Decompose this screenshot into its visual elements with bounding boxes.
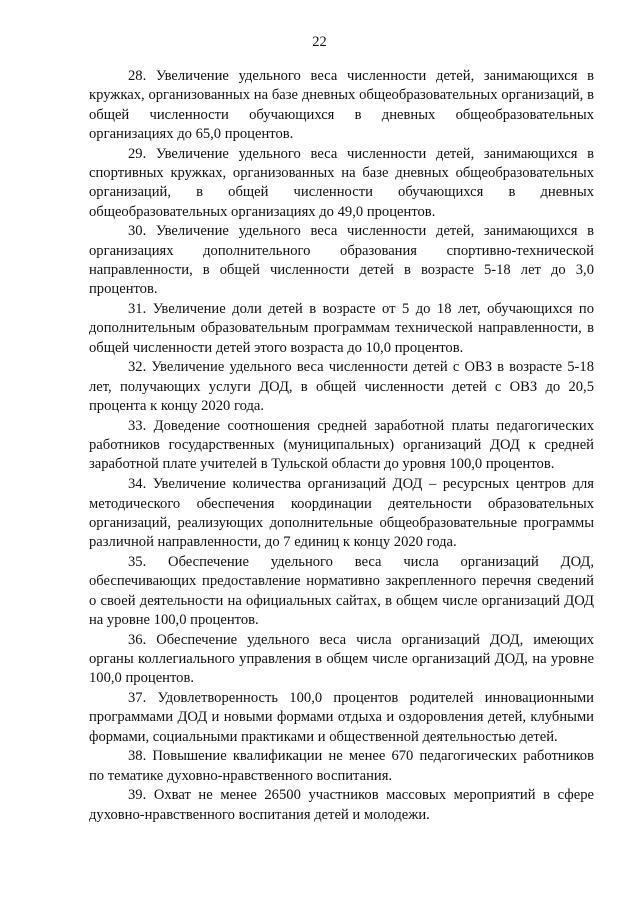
paragraph-38: 38. Повышение квалификации не менее 670 педагогических работников по тематике духовно-нравственного воспитания. bbox=[89, 748, 594, 784]
document-body bbox=[89, 67, 594, 826]
paragraph-37: 37. Удовлетворенность 100,0 процентов родителей инновационными программами ДОД и новыми формами отдыха и оздоровления детей, клубными формами, социальными практиками и общественной деятельностью детей. bbox=[89, 690, 594, 745]
paragraph-36: 36. Обеспечение удельного веса числа организаций ДОД, имеющих органы коллегиального управления в общем числе организаций ДОД, на уровне 100,0 процентов. bbox=[89, 631, 594, 687]
paragraph-35: 35. Обеспечение удельного веса числа организаций ДОД, обеспечивающих предоставление нормативно закрепленного перечня сведений о своей деятельности на официальных сайтах, в общем числе организаций ДОД на уровне 100,0 процентов. bbox=[89, 553, 594, 628]
paragraph-29: 29. Увеличение удельного веса численности детей, занимающихся в спортивных кружках, организованных на базе дневных общеобразовательных организаций, в общей численности обучающихся в дневных общеобразовательных организациях до 49,0 процентов. bbox=[89, 145, 594, 220]
page-number: 22 bbox=[312, 34, 327, 50]
paragraph-33: 33. Доведение соотношения средней заработной платы педагогических работников государственных (муниципальных) организаций ДОД к средней заработной плате учителей в Тульской области до уровня 100,0 процентов. bbox=[89, 417, 594, 473]
paragraph-32: 32. Увеличение удельного веса численности детей с ОВЗ в возрасте 5-18 лет, получающих услуги ДОД, в общей численности детей с ОВЗ до 20,5 процента к концу 2020 года. bbox=[89, 359, 594, 415]
paragraph-30: 30. Увеличение удельного веса численности детей, занимающихся в организациях дополнительного образования спортивно-технической направленности, в общей численности детей в возрасте 5-18 лет до 3,0 процентов. bbox=[89, 223, 594, 298]
paragraph-31: 31. Увеличение доли детей в возрасте от 5 до 18 лет, обучающихся по дополнительным образовательным программам технической направленности, в общей численности детей этого возраста до 10,0 процентов. bbox=[89, 301, 594, 356]
paragraph-28: 28. Увеличение удельного веса численности детей, занимающихся в кружках, организованных на базе дневных общеобразовательных организаций, в общей численности обучающихся в дневных общеобразовательных организациях до 65,0 процентов. bbox=[89, 68, 594, 142]
paragraph-39: 39. Охват не менее 26500 участников массовых мероприятий в сфере духовно-нравственного воспитания детей и молодежи. bbox=[89, 787, 594, 823]
paragraph-34: 34. Увеличение количества организаций ДОД – ресурсных центров для методического обеспечения координации деятельности образовательных организаций, реализующих дополнительные общеобразовательные программы различной направленности, до 7 единиц к концу 2020 года. bbox=[89, 476, 594, 551]
